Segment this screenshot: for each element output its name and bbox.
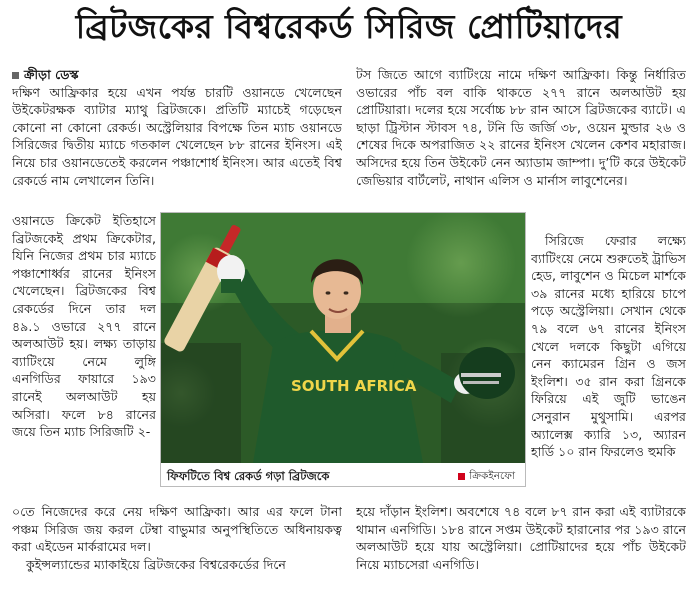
headline: ব্রিটজকের বিশ্বরেকর্ড সিরিজ প্রোটিয়াদের xyxy=(75,7,623,46)
credit-square-icon xyxy=(458,473,465,480)
photo-caption: ফিফটিতে বিশ্ব রেকর্ড গড়া ব্রিটজকে xyxy=(167,469,330,483)
cricketer-illustration xyxy=(161,213,525,463)
article-column-1-bottom xyxy=(12,503,342,593)
news-photo-block xyxy=(160,212,526,487)
article-column-2-side xyxy=(531,232,686,503)
article-col1-tail-text: কুইন্সল্যান্ডের ম্যাকাইয়ে ব্রিটজকের বিশ্বরেকর্ডের দিনে xyxy=(26,556,286,572)
article-column-1-top xyxy=(12,66,342,212)
article-column-2-bottom xyxy=(356,503,686,575)
article-col2-bottom-text: হয়ে দাঁড়ান ইংলিশ। অবশেষে ৭৪ বলে ৮৭ রান করা এই ব্যাটারকে থামান এনগিডি। ১৮৪ রানে সপ্তম উইকেট হারানোর পর ১৯৩ রানে অলআউট হয়ে যায় অস্ট্রেলিয়া। প্রোটিয়াদের হয়ে পাঁচ উইকেট নিয়ে ম্যাচসেরা এনগিডি। xyxy=(356,504,686,572)
article-column-1-side xyxy=(12,212,156,503)
article-col2-side-text: সিরিজে ফেরার লক্ষ্যে ব্যাটিংয়ে নেমে শুরুতেই ট্রাভিস হেড, লাবুশেন ও মিচেল মার্শকে ৩৯ রানের মধ্যে হারিয়ে চাপে পড়ে অস্ট্রেলিয়া। সেখান থেকে ৭৯ বলে ৬৭ রানের ইনিংস খেলে দলকে কিছুটা এগিয়ে নেন ক্যামেরন গ্রিন ও জস ইংলিশ। ৩৫ রান করা গ্রিনকে ফিরিয়ে এই জুটি ভাঙেন সেনুরান মুথুসামি। এরপর অ্যালেক্স ক্যারি ১৩, অ্যারন হার্ডি ১০ রান ফিরলেও হুমকি xyxy=(531,233,686,460)
cricketer-photo xyxy=(161,213,525,463)
photo-credit xyxy=(458,465,515,487)
helmet-icon xyxy=(459,347,515,399)
article-lead-paragraph: দক্ষিণ আফ্রিকার হয়ে এখন পর্যন্ত চারটি ওয়ানডে খেলেছেন উইকেটরক্ষক ব্যাটার ম্যাথু ব্রিটজকে। প্রতিটি ম্যাচেই গড়েছেন কোনো না কোনো রেকর্ড। অস্ট্রেলিয়ার বিপক্ষে তিন ম্যাচ ওয়ানডে সিরিজের দ্বিতীয় ম্যাচে গতকাল খেলেছেন ৮৮ রানের ইনিংস। এই নিয়ে চার ওয়ানডেতেই করলেন পঞ্চাশোর্ধ ইনিংস। আর এতেই বিশ্ব রেকর্ডে নাম লেখালেন তিনি। xyxy=(12,84,342,188)
photo-caption-bar xyxy=(161,465,525,487)
dateline-bullet-icon xyxy=(12,72,19,79)
article-col1-side-text: ওয়ানডে ক্রিকেট ইতিহাসে ব্রিটজকেই প্রথম ক্রিকেটার, যিনি নিজের প্রথম চার ম্যাচে পঞ্চাশোর্ধ্বর রানের ইনিংস খেলেছেন। ব্রিটজকের বিশ্ব রেকর্ডের দিনে তার দল ৪৯.১ ওভারে ২৭৭ রানে অলআউট হয়। লক্ষ্য তাড়ায় ব্যাটিংয়ে নেমে লুঙ্গি এনগিডির ফায়ারে ১৯৩ রানেই অলআউট হয় অসিরা। ফলে ৮৪ রানের জয়ে তিন ম্যাচ সিরিজটি ২- xyxy=(12,213,156,440)
photo-credit-text: ক্রিকইনফো xyxy=(469,470,515,482)
article-col2-top-text: টস জিতে আগে ব্যাটিংয়ে নামে দক্ষিণ আফ্রিকা। কিন্তু নির্ধারিত ওভারের পাঁচ বল বাকি থাকতে ২৭৭ রানে অলআউট হয় প্রোটিয়ারা। দলের হয়ে সর্বোচ্চ ৮৮ রান আসে ব্রিটজকের ব্যাটে। এ ছাড়া ট্রিস্টান স্টাবস ৭৪, টনি ডি জর্জি ৩৮, ওয়েন মুল্ডার ২৬ ও শেষের দিকে অপরাজিত ২২ রানের ইনিংস খেলেন কেশব মহারাজ। অসিদের হয়ে তিন উইকেট নেন অ্যাডাম জাম্পা। দু’টি করে উইকেট জেভিয়ার বার্টলেট, নাথান এলিস ও মার্নাস লাবুশেনের। xyxy=(356,67,686,188)
article-column-2-top xyxy=(356,66,686,227)
jersey-text: SOUTH AFRICA xyxy=(291,377,417,395)
dateline: ক্রীড়া ডেস্ক xyxy=(24,67,79,82)
article-col1-bottom-text: ০তে নিজেদের করে নেয় দক্ষিণ আফ্রিকা। আর এর ফলে টানা পঞ্চম সিরিজ জয় করল টেম্বা বাভুমার অনুপস্থিতিতে অধিনায়কত্ব করা এইডেন মার্করামের দল। xyxy=(12,504,342,555)
